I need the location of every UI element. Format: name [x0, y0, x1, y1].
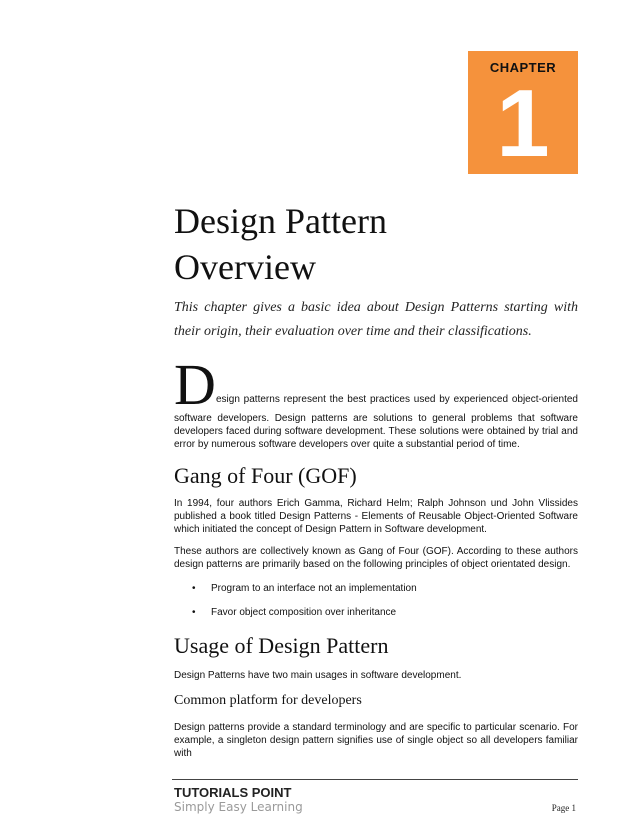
drop-cap-paragraph [174, 352, 578, 417]
gof-paragraph-1: In 1994, four authors Erich Gamma, Richard Helm; Ralph Johnson und John Vlissides published a book titled Design Patterns - Elements of Reusable Object-Oriented Software which initiated the concept of Design Pattern in Software development. [174, 498, 578, 535]
chapter-label: CHAPTER [489, 60, 557, 75]
intro-paragraph-continuation: software developers. Design patterns are solutions to general problems that software developers faced during software development. These solutions were obtained by trial and error by numerous software developers over quite a substantial period of time. [174, 413, 578, 450]
footer-brand: TUTORIALS POINT [174, 785, 292, 800]
chapter-intro: This chapter gives a basic idea about Design Patterns starting with their origin, their evaluation over time and their classifications. [174, 300, 578, 339]
subheading-common-platform: Common platform for developers [174, 693, 362, 708]
list-item-text: Program to an interface not an implementation [211, 583, 417, 594]
usage-paragraph-1: Design Patterns have two main usages in software development. [174, 670, 462, 681]
chapter-badge [468, 51, 578, 177]
chapter-number: 1 [496, 70, 550, 177]
heading-gang-of-four: Gang of Four (GOF) [174, 463, 357, 488]
page-title [174, 198, 594, 290]
heading-usage: Usage of Design Pattern [174, 633, 389, 658]
page-title-line-1: Design Pattern [174, 201, 387, 241]
drop-cap-letter: D [174, 352, 216, 417]
bullet-icon: • [192, 583, 196, 594]
footer-divider [172, 779, 578, 780]
footer-tagline: Simply Easy Learning [174, 800, 303, 814]
bullet-icon: • [192, 607, 196, 618]
list-item-text: Favor object composition over inheritance [211, 607, 397, 618]
drop-cap-line: esign patterns represent the best practices used by experienced object-oriented [216, 394, 578, 405]
gof-paragraph-2: These authors are collectively known as Gang of Four (GOF). According to these authors design patterns are primarily based on the following principles of object orientated design. [174, 546, 578, 570]
usage-paragraph-2: Design patterns provide a standard terminology and are specific to particular scenario. For example, a singleton design pattern signifies use of single object so all developers familiar with [174, 722, 578, 759]
page-title-line-2: Overview [174, 247, 316, 287]
page-number: Page 1 [551, 803, 576, 813]
